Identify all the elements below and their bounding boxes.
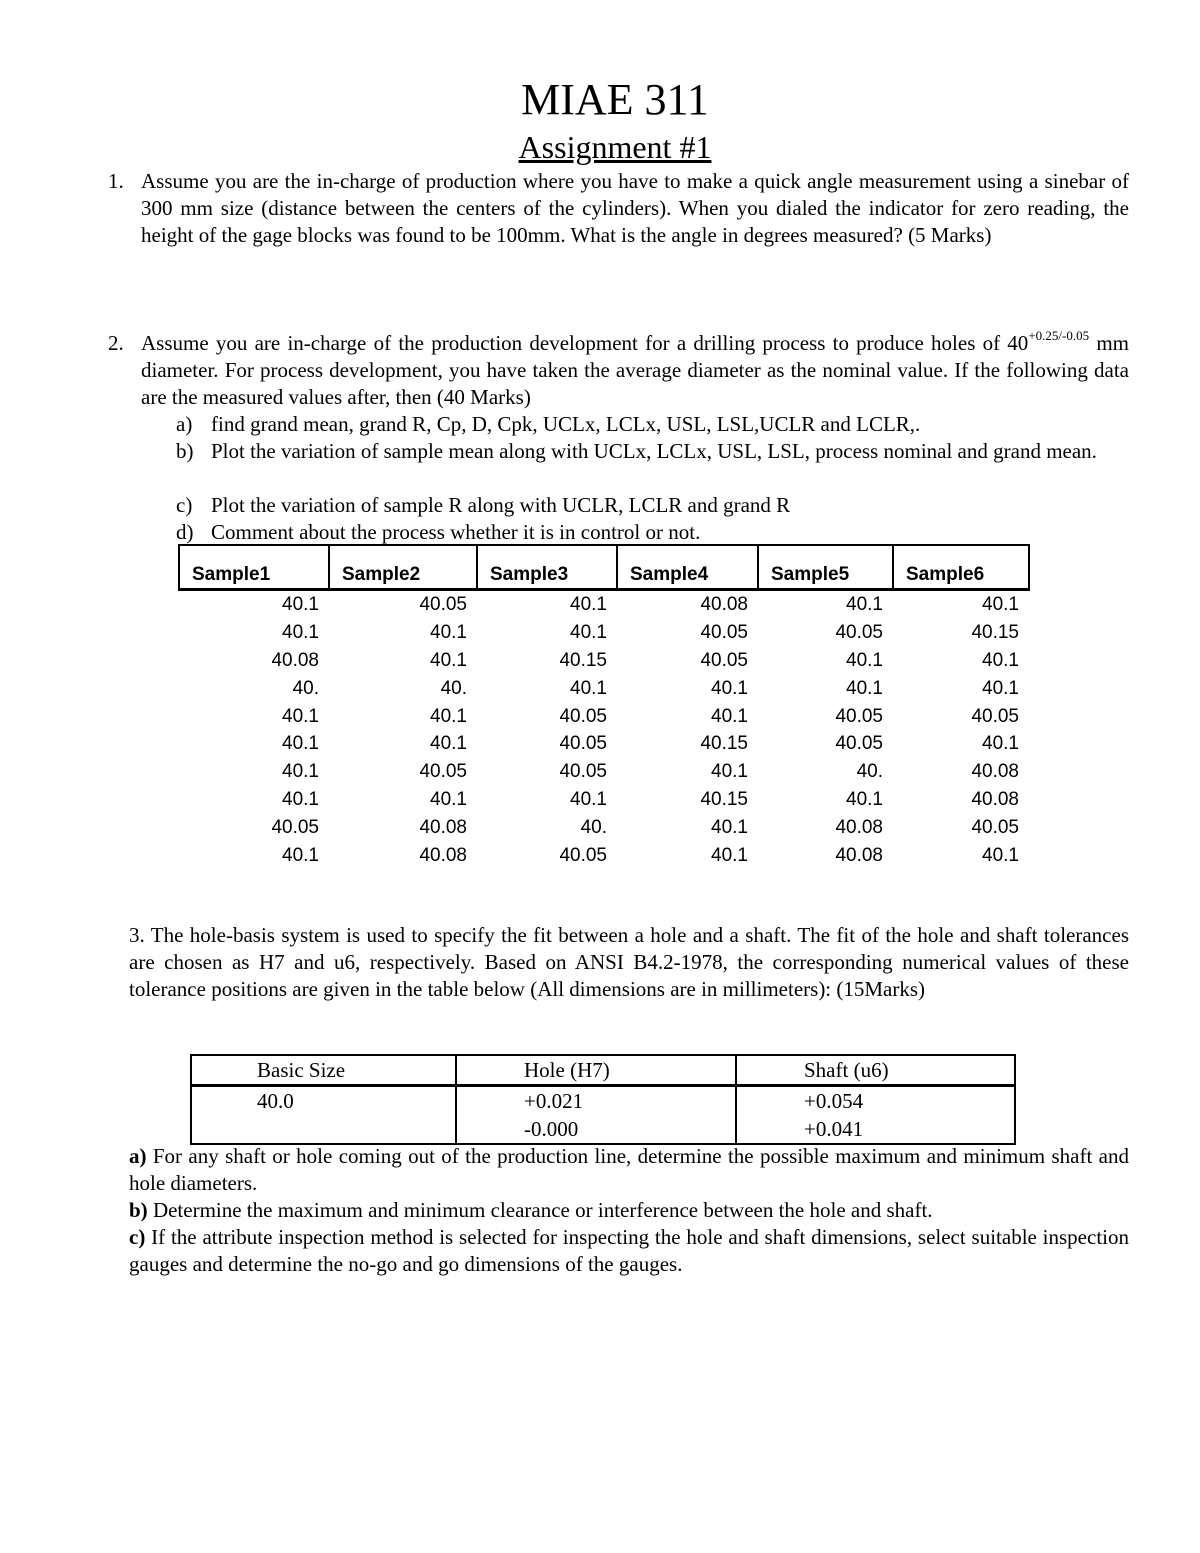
table-cell: 40.05 [419,593,467,615]
table-cell: 40. [292,677,319,699]
table-row [179,619,1029,647]
q2-item-a [176,411,1129,438]
table-cell: +0.041 [736,1115,1015,1144]
table-cell: 40.1 [282,621,319,643]
table-cell: 40.15 [700,733,748,755]
table-cell: 40.1 [846,789,883,811]
table-row [179,786,1029,814]
table-cell: 40.05 [559,733,607,755]
table-cell: 40.1 [570,621,607,643]
table-cell: 40.08 [419,817,467,839]
table-header-cell: Basic Size [191,1055,456,1086]
table-row [179,730,1029,758]
q2-text-part2: mm diameter. For process development, you have taken the average diameter as the nominal value. If the following data are the measured values after, then (40 Marks) [141,331,1129,409]
table-cell: 40.1 [282,705,319,727]
q2-text-part1: Assume you are in-charge of the production development for a drilling process to produce holes of 40 [141,331,1029,355]
table-header-cell: Hole (H7) [456,1055,736,1086]
table-cell: 40.1 [982,844,1019,866]
table-cell: 40.05 [971,705,1019,727]
table-row [191,1115,1015,1144]
table-cell: 40.1 [711,761,748,783]
table-row [179,703,1029,731]
q1-number: 1. [108,169,124,193]
page-title: MIAE 311 [521,75,709,124]
table-header-cell: Sample4 [617,545,758,590]
table-cell: 40.1 [570,789,607,811]
q2-item-c [176,492,1129,519]
table-cell: 40.1 [711,817,748,839]
table-cell: 40.1 [846,649,883,671]
q3-item-a [129,1143,1129,1197]
q2-item-text: Plot the variation of sample R along with UCLR, LCLR and grand R [211,493,791,517]
table-cell: 40. [440,677,467,699]
table-cell: 40.05 [559,705,607,727]
table-cell: 40.1 [282,789,319,811]
table-header-cell: Sample2 [329,545,477,590]
table-cell: 40.1 [282,733,319,755]
table-row [179,758,1029,786]
q3-item-text: Determine the maximum and minimum clearance or interference between the hole and shaft. [147,1198,933,1222]
q1-text: Assume you are the in-charge of production where you have to make a quick angle measurement using a sinebar of 300 mm size (distance between the centers of the cylinders). When you dialed the indicator for zero reading, the height of the gage blocks was found to be 100mm. What is the angle in degrees measured? (5 Marks) [141,169,1129,247]
table-header-row [191,1055,1015,1086]
q2-item-text: find grand mean, grand R, Cp, D, Cpk, UCLx, LCLx, USL, LSL,UCLR and LCLR,. [211,412,921,436]
q3-item-text: If the attribute inspection method is selected for inspecting the hole and shaft dimensions, select suitable inspection gauges and determine the no-go and go dimensions of the gauges. [129,1225,1129,1276]
q3-item-label: c) [129,1225,146,1249]
table-cell: 40.08 [835,844,883,866]
table-cell: 40. [856,761,883,783]
table-cell: 40.1 [430,621,467,643]
table-cell: 40.15 [559,649,607,671]
q2-tolerance-superscript: +0.25/-0.05 [1028,328,1090,343]
q3-item-b [129,1197,1129,1224]
page-subtitle: Assignment #1 [518,129,712,165]
q3-item-label: b) [129,1198,148,1222]
table-cell: -0.000 [456,1115,736,1144]
table-cell: 40.1 [282,844,319,866]
table-cell: 40.1 [282,761,319,783]
q3-item-label: a) [129,1144,147,1168]
q2-item-label: d) [176,520,194,544]
table-row [179,814,1029,842]
q3-item-text: For any shaft or hole coming out of the production line, determine the possible maximum and minimum shaft and hole diameters. [129,1144,1129,1195]
table-cell: 40.1 [846,677,883,699]
table-cell: 40.08 [700,593,748,615]
table-cell: 40.05 [700,649,748,671]
table-header-cell: Sample3 [477,545,617,590]
table-cell: 40.1 [570,593,607,615]
table-row [179,647,1029,675]
table-cell [191,1115,456,1144]
table-cell: 40.08 [971,761,1019,783]
table-cell: 40.08 [971,789,1019,811]
table-cell: 40.1 [711,705,748,727]
tolerance-table [190,1054,1016,1145]
q2-item-label: a) [176,412,193,436]
q2-item-b [176,438,1129,492]
table-cell: 40.05 [419,761,467,783]
q2-text [141,330,1129,411]
table-cell: 40.05 [835,705,883,727]
table-cell: 40.1 [846,593,883,615]
table-cell: 40. [580,817,607,839]
table-cell: 40.1 [982,593,1019,615]
table-cell: 40.1 [982,649,1019,671]
table-header-cell: Shaft (u6) [736,1055,1015,1086]
table-cell: 40.1 [282,593,319,615]
table-cell: 40.1 [430,705,467,727]
table-cell: 40.08 [419,844,467,866]
q3-text: 3. The hole-basis system is used to specify the fit between a hole and a shaft. The fit of the hole and shaft tolerances are chosen as H7 and u6, respectively. Based on ANSI B4.2-1978, the corresponding numerical values of these tolerance positions are given in the table below (All dimensions are in millimeters): (15Marks) [129,923,1129,1001]
table-cell: 40.15 [971,621,1019,643]
table-header-cell: Sample6 [893,545,1029,590]
q2-item-label: c) [176,493,193,517]
table-cell: 40.05 [971,817,1019,839]
table-cell: 40.1 [982,733,1019,755]
table-cell: 40.05 [835,621,883,643]
table-row [191,1086,1015,1116]
q2-item-d [176,519,1129,546]
table-header-cell: Sample5 [758,545,893,590]
table-row [179,842,1029,870]
table-row [179,590,1029,619]
table-cell: 40.05 [271,817,319,839]
table-cell: 40.1 [430,789,467,811]
table-cell: 40.1 [982,677,1019,699]
table-cell: 40.1 [570,677,607,699]
q3-item-c [129,1224,1129,1278]
table-cell: 40.05 [835,733,883,755]
q2-number: 2. [108,331,124,355]
table-cell: 40.1 [430,649,467,671]
table-cell: 40.05 [559,844,607,866]
table-cell: 40.0 [191,1086,456,1116]
q2-item-text: Comment about the process whether it is in control or not. [211,520,701,544]
sample-data-table [178,544,1030,870]
table-cell: 40.08 [835,817,883,839]
table-cell: 40.05 [700,621,748,643]
table-header-cell: Sample1 [179,545,329,590]
table-row [179,675,1029,703]
table-cell: 40.15 [700,789,748,811]
table-cell: 40.08 [271,649,319,671]
table-cell: 40.05 [559,761,607,783]
table-cell: 40.1 [711,677,748,699]
q2-item-label: b) [176,439,194,463]
table-cell: +0.054 [736,1086,1015,1116]
table-cell: +0.021 [456,1086,736,1116]
table-cell: 40.1 [711,844,748,866]
table-cell: 40.1 [430,733,467,755]
table-header-row [179,545,1029,590]
q2-item-text: Plot the variation of sample mean along with UCLx, LCLx, USL, LSL, process nominal and grand mean. [211,439,1097,463]
